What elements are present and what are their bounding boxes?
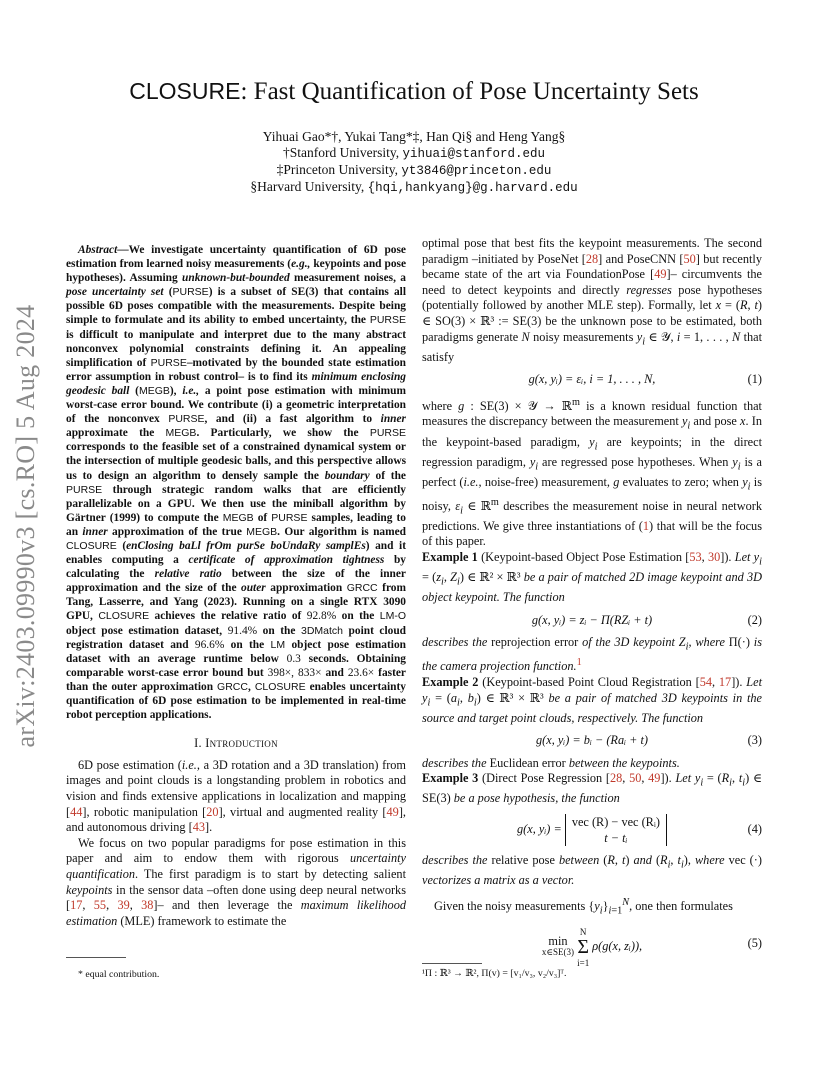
- title-rest: : Fast Quantification of Pose Uncertainty Sets: [240, 78, 699, 105]
- left-column: [66, 243, 406, 929]
- equation-4-matrix: vec (R) − vec (Rᵢ) t − tᵢ: [565, 814, 667, 846]
- footnote-equal-contribution: * equal contribution.: [78, 969, 160, 980]
- section-heading-introduction: I. Introduction: [194, 736, 278, 751]
- abstract: [66, 243, 406, 722]
- example-1: Example 1 (Keypoint-based Object Pose Estimation [53, 30]). Let $y_i = (z_i$, $Z_i$) ∈ ℝ² × ℝ³ be a pair of matched 2D image keypoint and 3D object keypoint. The function: [422, 550, 762, 605]
- equation-4-number: (4): [747, 822, 762, 837]
- author-names: Yihuai Gao*†, Yukai Tang*‡, Han Qi§ and Heng Yang§: [262, 129, 566, 144]
- abstract-text: Abstract—We investigate uncertainty quantification of 6D pose estimation from learned noisy measurements (e.g., keypoints and pose hypotheses). Assuming unknown-but-bounded measurement noises, a pose uncertainty set (PURSE) is a subset of SE(3) that contains all possible 6D poses compatible with the measurements. Despite being simple to formulate and its ability to embed uncertainty, the PURSE is difficult to manipulate and interpret due to the many abstract nonconvex polynomial constraints defining it. An appealing simplification of PURSE–motivated by the bounded state estimation error assumption in robust control– is to find its minimum enclosing geodesic ball (MEGB), i.e., a point pose estimation with minimum worst-case error bound. We contribute (i) a geometric interpretation of the nonconvex PURSE, and (ii) a fast algorithm to inner approximate the MEGB. Particularly, we show the PURSE corresponds to the feasible set of a constrained dynamical system or the intersection of multiple geodesic balls, and this perspective allows us to design an algorithm to densely sample the boundary of the PURSE through strategic random walks that are efficiently parallelizable on a GPU. We then use the miniball algorithm by Gärtner (1999) to compute the MEGB of PURSE samples, leading to an inner approximation of the true MEGB. Our algorithm is named CLOSURE (enClosing baLl frOm purSe boUndaRy samplEs) and it enables computing a certificate of approximation tightness by calculating the relative ratio between the size of the inner approximation and the size of the outer approximation GRCC from Tang, Lasserre, and Yang (2023). Running on a single RTX 3090 GPU, CLOSURE achieves the relative ratio of 92.8% on the LM-O object pose estimation dataset, 91.4% on the 3DMatch point cloud registration dataset and 96.6% on the LM object pose estimation dataset with an average runtime below 0.3 seconds. Obtaining comparable worst-case error bound but 398×, 833× and 23.6× faster than the outer approximation GRCC, CLOSURE enables uncertainty quantification of 6D pose estimation to be implemented in real-time robot perception applications.: [66, 244, 407, 722]
- equation-4: g(x, yᵢ) = vec (R) − vec (Rᵢ) t − tᵢ (4): [517, 815, 762, 846]
- equation-5-sum: N Σ i=1: [577, 926, 590, 968]
- example-2-description: describes the Euclidean error between the keypoints.: [422, 755, 680, 770]
- title-acronym: CLOSURE: [129, 78, 241, 104]
- footnote-rule-left: [66, 957, 126, 958]
- email-1[interactable]: yihuai@stanford.edu: [402, 147, 545, 161]
- example-2: Example 2 (Keypoint-based Point Cloud Registration [54, 17]). Let $y_i = (a_i$, $b_i$) ∈ ℝ³ × ℝ³ be a pair of matched 3D keypoints in the source and target point clouds, respectively. The function: [422, 675, 762, 725]
- equation-2: g(x, yᵢ) = zᵢ − Π(RZᵢ + t) (2): [531, 612, 762, 627]
- equation-5-min: min x∈SE(3): [541, 934, 575, 958]
- arxiv-stamp-text: arXiv:2403.09990v3 [cs.RO] 5 Aug 2024: [11, 304, 40, 748]
- example-1-description: describes the reprojection error of the 3D keypoint $Z_i$, where Π(·) is the camera projection function.$^1$: [422, 635, 762, 674]
- right-paragraph-3: Given the noisy measurements $\{y_i\}_{i=1}^N$, one then formulates: [434, 896, 733, 917]
- right-paragraph-1: optimal pose that best fits the keypoint measurements. The second paradigm –initiated by PoseNet [28] and PoseCNN [50] but recently became state of the art via FoundationPose [49]– circumvents the need to detect keypoints and directly regresses pose hypotheses (potentially followed by another MLE step). Formally, let x = (R, t) ∈ SO(3) × ℝ³ := SE(3) be the unknown pose to be estimated, both paradigms generate N noisy measurements $y_i$ ∈ 𝒴, i = 1, . . . , N that satisfy: [422, 236, 763, 364]
- paper-title: [60, 78, 768, 106]
- affiliation-2: ‡Princeton University, yt3846@princeton.edu: [276, 162, 552, 178]
- equation-3: g(x, yᵢ) = bᵢ − (Raᵢ + t) (3): [536, 733, 762, 748]
- affiliation-3: §Harvard University, {hqi,hankyang}@g.harvard.edu: [250, 179, 578, 195]
- equation-3-number: (3): [747, 733, 762, 748]
- footnote-projection: ¹Π : ℝ³ → ℝ², Π(v) = [v₁/v₃, v₂/v₃]ᵀ.: [422, 968, 567, 979]
- example-3: Example 3 (Direct Pose Regression [28, 50, 49]). Let $y_i = (R_i$, $t_i$) ∈ SE(3) be a pose hypothesis, the function: [422, 771, 763, 806]
- equation-5: min x∈SE(3) N Σ i=1 ρ(g(x, zᵢ)), (5): [541, 926, 762, 968]
- equation-1: g(x, yᵢ) = εᵢ, i = 1, . . . , N, (1): [528, 372, 762, 387]
- affiliation-1: †Stanford University, yihuai@stanford.edu: [282, 145, 545, 161]
- equation-5-number: (5): [747, 935, 762, 950]
- email-3[interactable]: {hqi,hankyang}@g.harvard.edu: [367, 181, 578, 195]
- author-block: [60, 129, 768, 196]
- right-paragraph-2: where g : SE(3) × 𝒴 → ℝ$^m$ is a known residual function that measures the discrepancy between the measurement $y_i$ and pose x. In the keypoint-based paradigm, $y_i$ are keypoints; in the direct regression paradigm, $y_i$ are regressed pose hypotheses. When $y_i$ is a perfect (i.e., noise-free) measurement, g evaluates to zero; when $y_i$ is noisy, $\varepsilon_i$ ∈ ℝ$^m$ describes the measurement noise in neural network predictions. We give three instantiations of (1) that will be the focus of this paper.: [422, 396, 762, 549]
- example-3-description: describes the relative pose between (R, t) and ($R_i$, $t_i$), where vec (·) vectorizes a matrix as a vector.: [422, 853, 762, 888]
- footnote-rule-right: [422, 963, 482, 964]
- equation-1-number: (1): [747, 372, 762, 387]
- intro-paragraph-2: We focus on two popular paradigms for pose estimation in this paper and aim to endow them with rigorous uncertainty quantification. The first paradigm is to start by detecting salient keypoints in the sensor data –often done using deep neural networks [17, 55, 39, 38]– and then leverage the maximum likelihood estimation (MLE) framework to estimate the: [66, 835, 406, 928]
- email-2[interactable]: yt3846@princeton.edu: [401, 164, 552, 178]
- intro-paragraph-1: 6D pose estimation (i.e., a 3D rotation and a 3D translation) from images and point clouds is a longstanding problem in robotics and vision and finds extensive applications in localization and mapping [44], robotic manipulation [20], virtual and augmented reality [49], and autonomous driving [43].: [66, 757, 406, 835]
- arxiv-stamp: [6, 286, 46, 766]
- equation-2-number: (2): [747, 612, 762, 627]
- right-column: [422, 236, 762, 975]
